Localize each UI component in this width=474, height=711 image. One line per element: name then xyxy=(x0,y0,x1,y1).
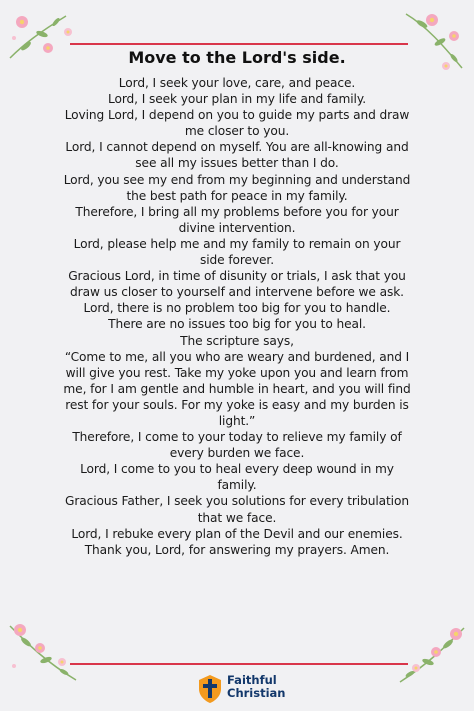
logo-line-2: Christian xyxy=(227,686,286,700)
prayer-line: draw us closer to yourself and intervene before we ask. xyxy=(70,285,404,300)
prayer-line: Lord, I cannot depend on myself. You are all-knowing and xyxy=(65,140,409,155)
prayer-line: me closer to you. xyxy=(184,124,290,139)
logo-line-1: Faithful xyxy=(227,673,277,687)
prayer-line: divine intervention. xyxy=(178,220,296,235)
prayer-line: Gracious Lord, in time of disunity or trials, I ask that you xyxy=(68,269,406,284)
prayer-line: side forever. xyxy=(199,253,274,268)
prayer-line: Lord, I rebuke every plan of the Devil and our enemies. xyxy=(71,526,403,541)
prayer-line: see all my issues better than I do. xyxy=(135,156,339,171)
prayer-line: Therefore, I come to your today to relieve my family of xyxy=(72,430,402,445)
cross-shield-icon xyxy=(197,674,223,704)
prayer-line: Lord, you see my end from my beginning and understand xyxy=(63,172,411,187)
logo-wordmark xyxy=(227,674,285,700)
prayer-line: that we face. xyxy=(197,510,277,525)
prayer-line: Therefore, I bring all my problems before you for your xyxy=(75,204,399,219)
prayer-line: “Come to me, all you who are weary and burdened, and I xyxy=(64,349,410,364)
prayer-line: The scripture says, xyxy=(180,333,294,348)
prayer-line: family. xyxy=(217,478,257,493)
prayer-line: Lord, I seek your plan in my life and family. xyxy=(108,92,366,107)
page-title: Move to the Lord's side. xyxy=(128,48,346,67)
prayer-line: Lord, I seek your love, care, and peace. xyxy=(118,76,356,90)
floral-corner-bottom-left-icon xyxy=(6,616,82,686)
logo xyxy=(197,672,307,706)
prayer-line: Thank you, Lord, for answering my prayers. Amen. xyxy=(84,542,390,557)
prayer-line: light.” xyxy=(218,413,256,428)
prayer-line: There are no issues too big for you to heal. xyxy=(108,317,366,332)
prayer-line: Loving Lord, I depend on you to guide my parts and draw xyxy=(64,108,410,123)
top-divider xyxy=(70,43,408,45)
prayer-line: the best path for peace in my family. xyxy=(126,188,348,203)
prayer-line: every burden we face. xyxy=(169,446,305,461)
prayer-line: Lord, please help me and my family to remain on your xyxy=(73,236,401,251)
prayer-line: Lord, there is no problem too big for you to handle. xyxy=(83,301,391,316)
prayer-text xyxy=(22,75,452,558)
prayer-line: Lord, I come to you to heal every deep wound in my xyxy=(80,462,394,477)
prayer-line: will give you rest. Take my yoke upon you and learn from xyxy=(65,365,409,380)
prayer-line: me, for I am gentle and humble in heart, and you will find xyxy=(63,381,411,396)
floral-corner-bottom-right-icon xyxy=(394,622,468,688)
bottom-divider xyxy=(70,663,408,665)
prayer-line: Gracious Father, I seek you solutions for every tribulation xyxy=(65,494,409,509)
prayer-line: rest for your souls. For my yoke is easy and my burden is xyxy=(65,397,409,412)
